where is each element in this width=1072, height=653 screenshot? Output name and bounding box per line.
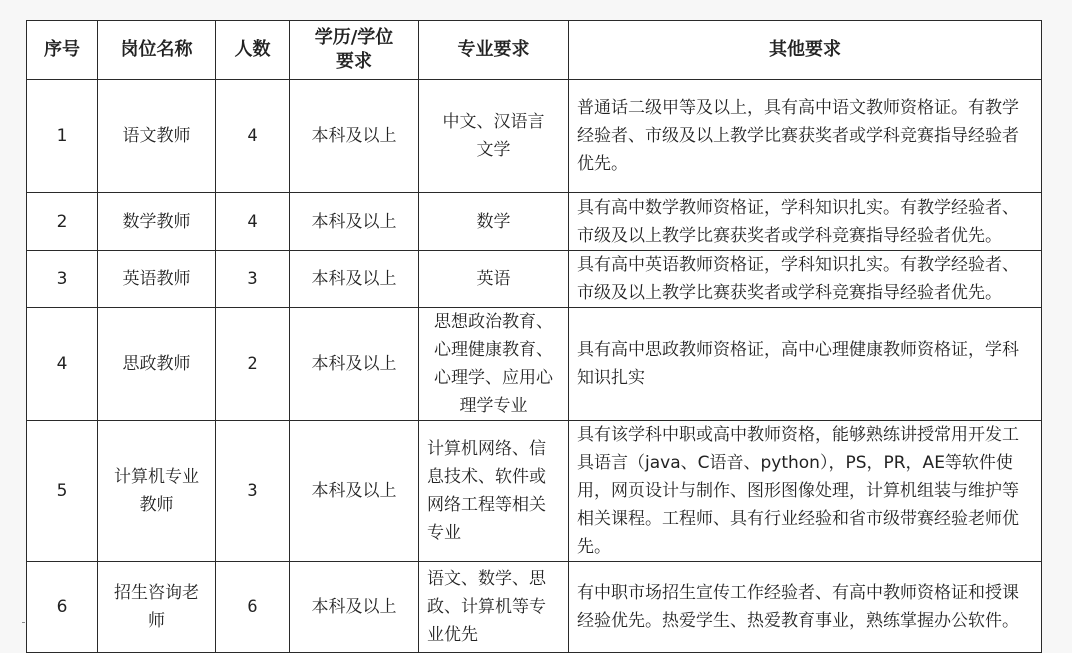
cell-other: 普通话二级甲等及以上，具有高中语文教师资格证。有教学经验者、市级及以上教学比赛获奖者或学科竞赛指导经验者优先。 xyxy=(569,80,1042,193)
cell-major-line1: 中文、汉语言 xyxy=(442,112,545,132)
header-education xyxy=(290,21,419,80)
cell-major: 计算机网络、信息技术、软件或网络工程等相关专业 xyxy=(419,421,569,562)
header-education-line2: 要求 xyxy=(336,51,372,72)
cell-education: 本科及以上 xyxy=(290,562,419,653)
cell-count: 2 xyxy=(216,308,290,421)
table-row xyxy=(27,421,1042,562)
table-row xyxy=(27,562,1042,653)
cell-position-line1: 招生咨询老 xyxy=(114,583,199,603)
cell-seq: 3 xyxy=(27,251,98,308)
table-header-row xyxy=(27,21,1042,80)
cell-education: 本科及以上 xyxy=(290,193,419,251)
cell-position-line1: 计算机专业 xyxy=(114,467,199,487)
cell-position-line2: 教师 xyxy=(139,495,174,515)
cell-education: 本科及以上 xyxy=(290,421,419,562)
cell-position: 数学教师 xyxy=(98,193,216,251)
cell-seq: 2 xyxy=(27,193,98,251)
cell-seq: 6 xyxy=(27,562,98,653)
cell-position: 思政教师 xyxy=(98,308,216,421)
cell-education: 本科及以上 xyxy=(290,308,419,421)
cell-education: 本科及以上 xyxy=(290,80,419,193)
cell-count: 3 xyxy=(216,251,290,308)
table-row xyxy=(27,308,1042,421)
cell-position: 语文教师 xyxy=(98,80,216,193)
cell-seq: 5 xyxy=(27,421,98,562)
table-row xyxy=(27,251,1042,308)
cell-other: 有中职市场招生宣传工作经验者、有高中教师资格证和授课经验优先。热爱学生、热爱教育事业，熟练掌握办公软件。 xyxy=(569,562,1042,653)
cell-other: 具有该学科中职或高中教师资格，能够熟练讲授常用开发工具语言（java、C语音、python），PS，PR，AE等软件使用，网页设计与制作、图形图像处理，计算机组装与维护等相关课程。工程师、具有行业经验和省市级带赛经验老师优先。 xyxy=(569,421,1042,562)
cell-count: 6 xyxy=(216,562,290,653)
table-row xyxy=(27,193,1042,251)
cell-major: 思想政治教育、心理健康教育、心理学、应用心理学专业 xyxy=(419,308,569,421)
cell-count: 4 xyxy=(216,193,290,251)
cell-position: 英语教师 xyxy=(98,251,216,308)
header-count: 人数 xyxy=(216,21,290,80)
cell-count: 4 xyxy=(216,80,290,193)
cell-seq: 4 xyxy=(27,308,98,421)
cell-position-line2: 师 xyxy=(148,611,165,631)
header-seq: 序号 xyxy=(27,21,98,80)
cell-other: 具有高中英语教师资格证，学科知识扎实。有教学经验者、市级及以上教学比赛获奖者或学科竞赛指导经验者优先。 xyxy=(569,251,1042,308)
table-row xyxy=(27,80,1042,193)
cell-position xyxy=(98,421,216,562)
header-education-line1: 学历/学位 xyxy=(314,27,394,48)
cell-major: 数学 xyxy=(419,193,569,251)
cell-education: 本科及以上 xyxy=(290,251,419,308)
cell-major-line2: 文学 xyxy=(476,140,511,160)
header-major: 专业要求 xyxy=(419,21,569,80)
cell-major: 语文、数学、思政、计算机等专业优先 xyxy=(419,562,569,653)
cell-seq: 1 xyxy=(27,80,98,193)
cell-other: 具有高中数学教师资格证，学科知识扎实。有教学经验者、市级及以上教学比赛获奖者或学科竞赛指导经验者优先。 xyxy=(569,193,1042,251)
cell-major xyxy=(419,80,569,193)
page-mark xyxy=(22,622,25,623)
cell-major: 英语 xyxy=(419,251,569,308)
cell-other: 具有高中思政教师资格证，高中心理健康教师资格证，学科知识扎实 xyxy=(569,308,1042,421)
recruitment-table xyxy=(26,20,1042,653)
cell-position xyxy=(98,562,216,653)
header-other: 其他要求 xyxy=(569,21,1042,80)
cell-count: 3 xyxy=(216,421,290,562)
header-position: 岗位名称 xyxy=(98,21,216,80)
